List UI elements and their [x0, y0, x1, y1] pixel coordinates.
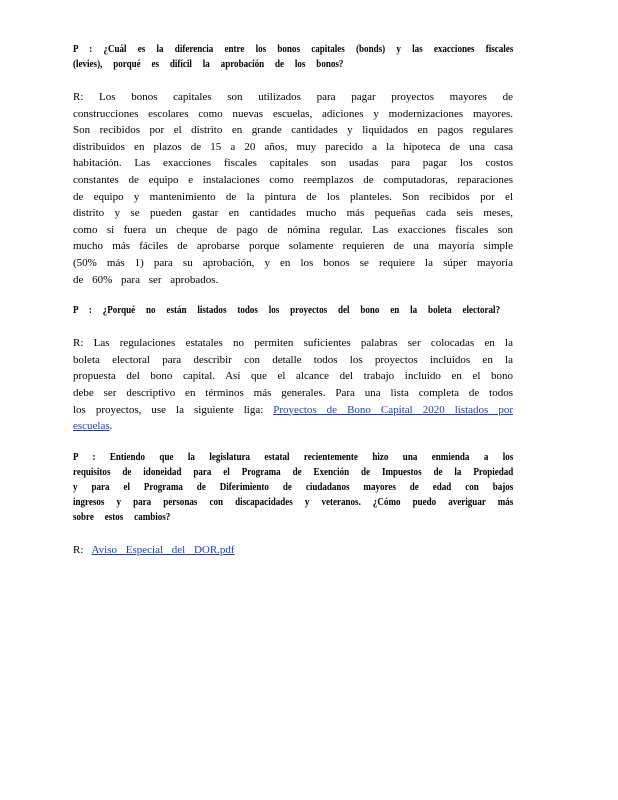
- qa-item-2: [73, 303, 513, 435]
- answer-1-text: R: Los bonos capitales son utilizados para pagar proyectos mayores de construcciones escolares como nuevas escuelas, adiciones y modernizaciones mayores. Son recibidos por el distrito en grande cantidades y liquidados en pagos regulares distribuidos en plazos de 15 a 20 años, muy parecido a la hipoteca de una casa habitación. Las exacciones fiscales capitales son usadas para pagar los costos constantes de equipo e instalaciones como reemplazos de computadoras, reparaciones de equipo y mantenimiento de la pintura de los planteles. Son recibidos por el distrito y se pueden gastar en cantidades mucho más pequeñas cada seis meses, como si fuera un cheque de pago de nómina regular. Las exacciones fiscales son mucho más fáciles de aprobarse porque solamente requieren de una mayoría simple (50% más 1) para su aprobación, y en los bonos se requiere la súper mayoría de 60% para ser aprobados.: [73, 91, 513, 286]
- answer-2-suffix: .: [109, 420, 113, 433]
- projects-list-link[interactable]: Proyectos de Bono Capital 2020 listados por escuelas: [73, 403, 513, 433]
- question-2: P : ¿Porqué no están listados todos los proyectos del bono en la boleta electoral?: [73, 305, 501, 317]
- answer-2: [73, 335, 513, 435]
- answer-1: [73, 89, 513, 288]
- qa-item-3: [73, 450, 513, 559]
- faq-document: [73, 42, 513, 558]
- question-1: P : ¿Cuál es la diferencia entre los bonos capitales (bonds) y las exacciones fiscales (levies), porqué es difícil la aprobación de los bonos?: [73, 44, 514, 70]
- answer-2-text: R: Las regulaciones estatales no permiten suficientes palabras ser colocadas en la boleta electoral para describir con detalle todos los proyectos incluidos en la propuesta del bono capital. Así que el alcance del trabajo incluido en el bono debe ser descriptivo en términos más generales. Para una lista completa de todos los proyectos, use la siguiente liga:: [73, 337, 513, 416]
- answer-3-text: R:: [73, 543, 92, 556]
- answer-3: [73, 542, 513, 559]
- qa-item-1: [73, 42, 513, 288]
- dor-notice-pdf-link[interactable]: Aviso Especial del DOR.pdf: [91, 543, 235, 556]
- question-3: P : Entiendo que la legislatura estatal recientemente hizo una enmienda a los requisitos de idoneidad para el Programa de Exención de Impuestos de la Propiedad y para el Programa de Diferimiento de ciudadanos mayores de edad con bajos ingresos y para personas con discapacidades y veteranos. ¿Cómo puedo averiguar más sobre estos cambios?: [73, 451, 514, 523]
